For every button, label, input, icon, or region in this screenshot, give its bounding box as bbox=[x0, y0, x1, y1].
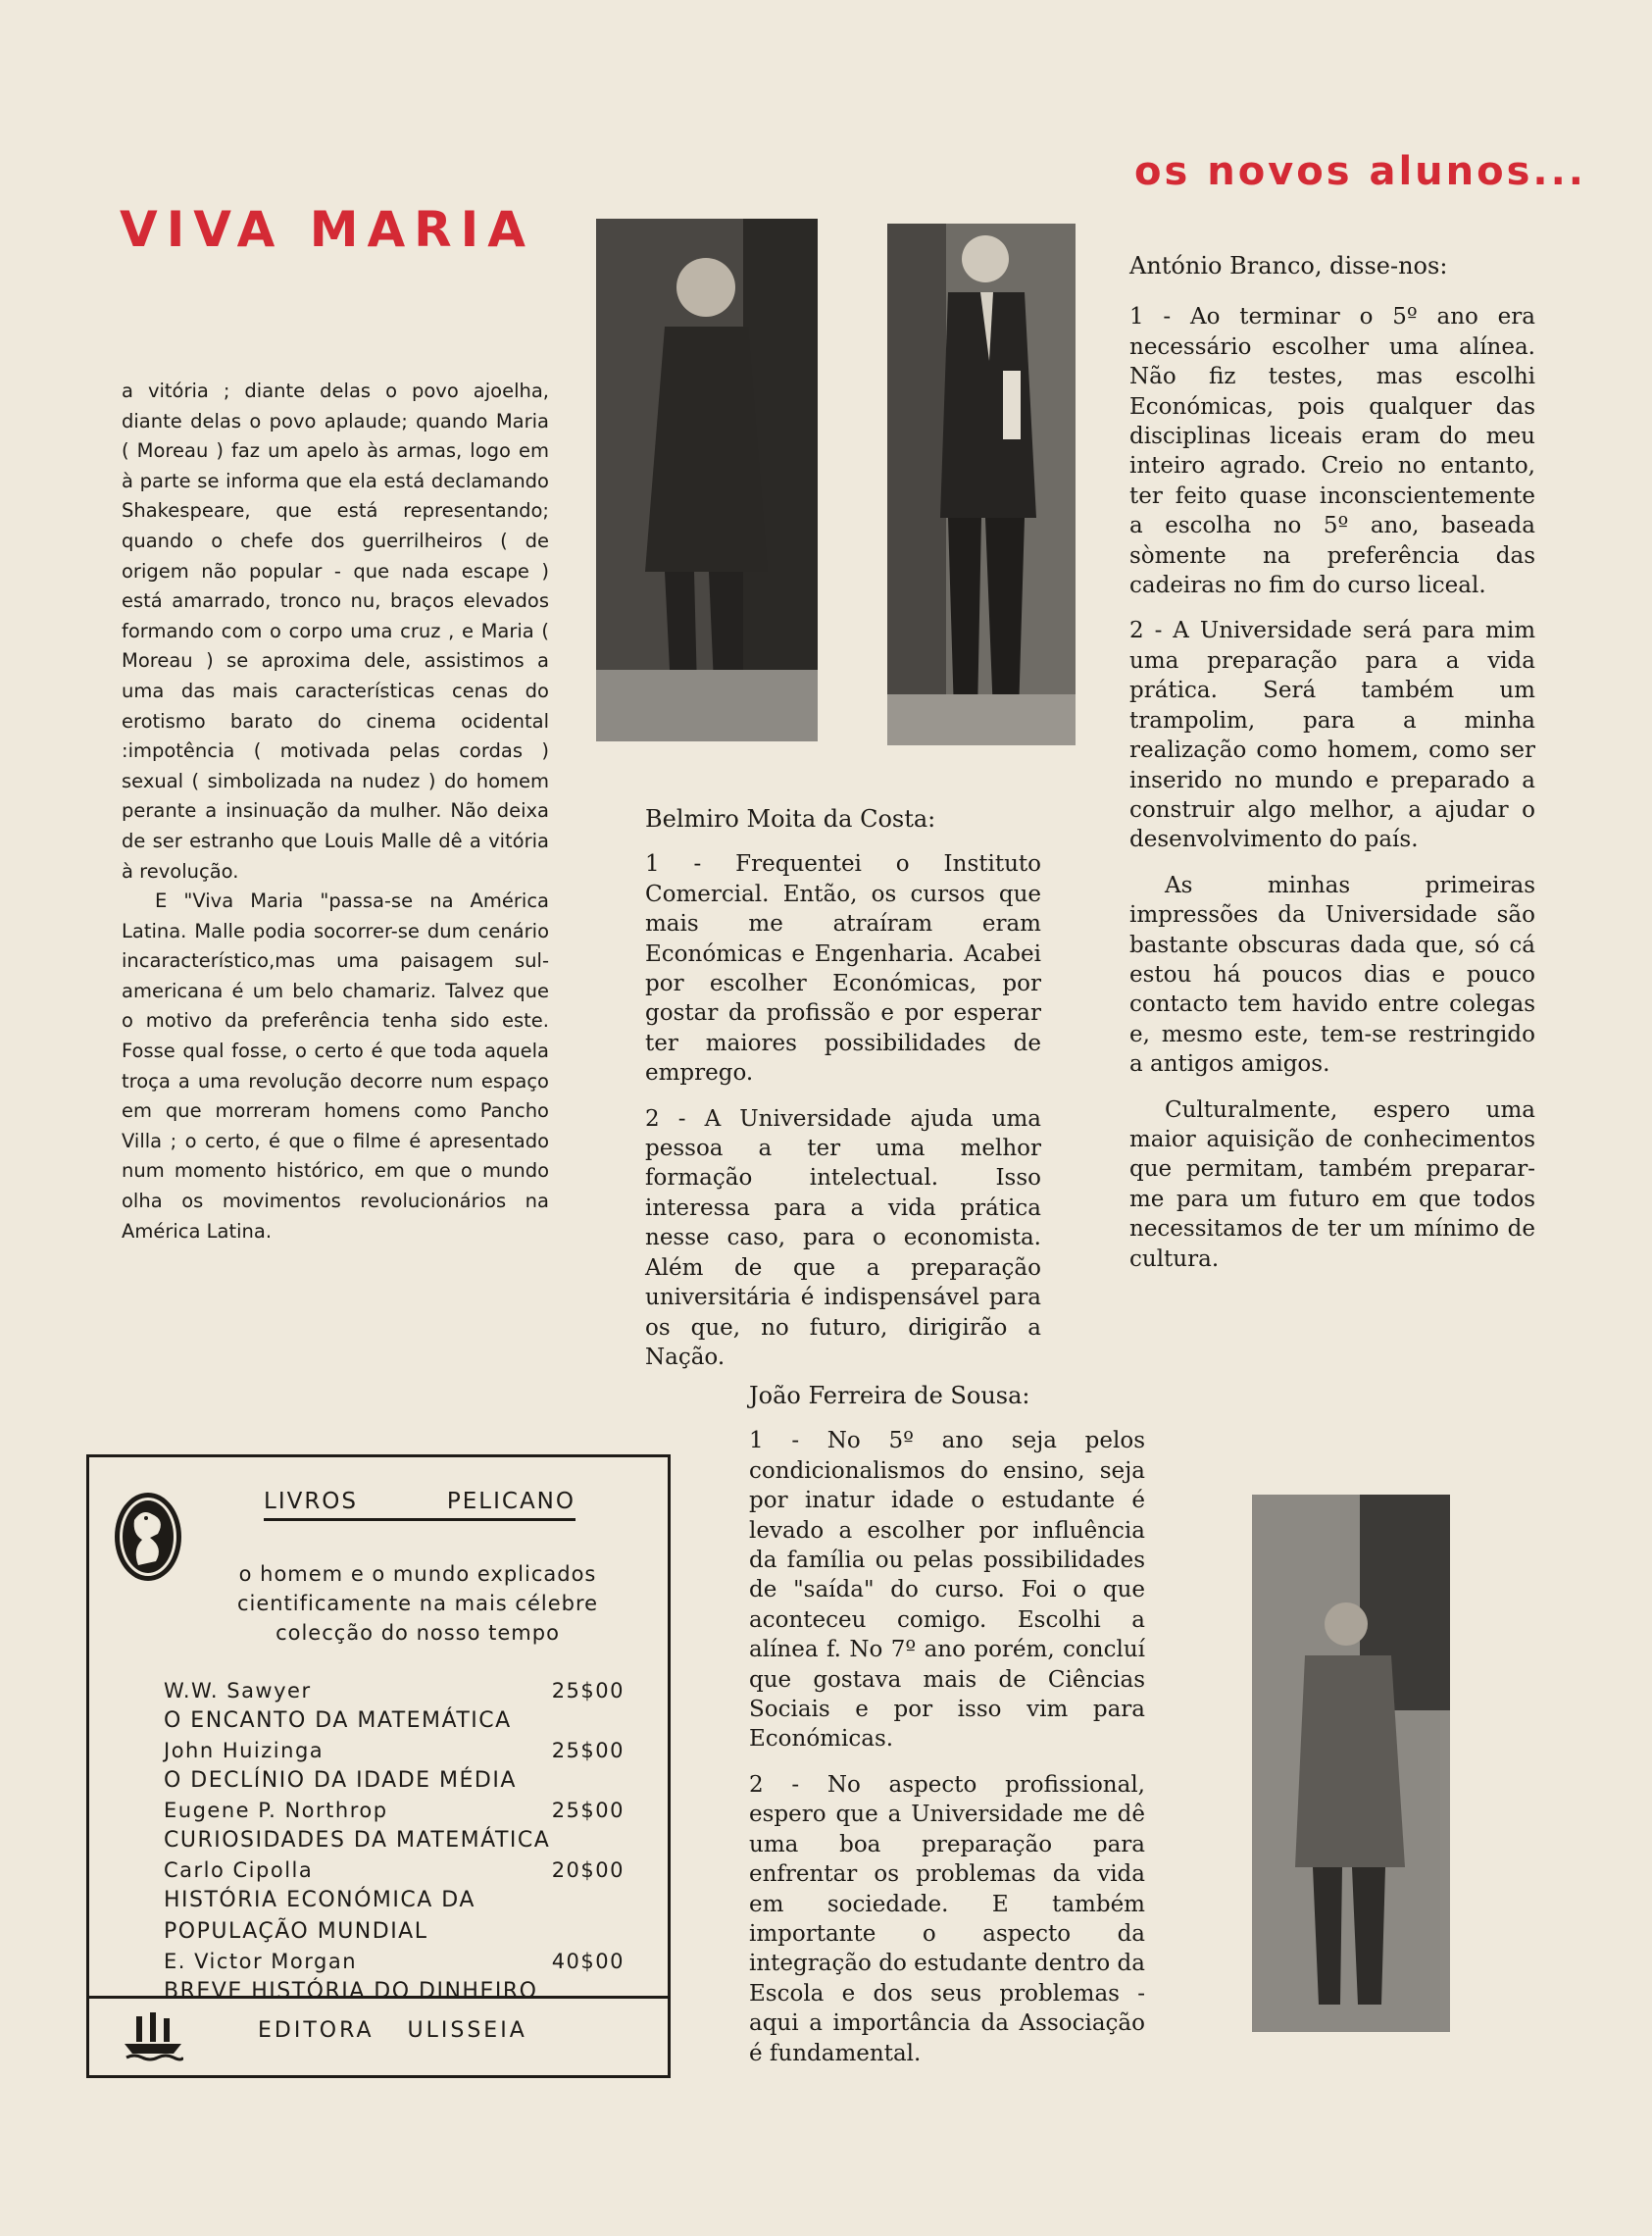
book-price: 20$00 bbox=[551, 1858, 625, 1882]
book-author: Eugene P. Northrop bbox=[164, 1799, 388, 1822]
book-title: O DECLÍNIO DA IDADE MÉDIA bbox=[164, 1768, 517, 1793]
photo-antonio-figure bbox=[887, 224, 1076, 745]
book-author: John Huizinga bbox=[164, 1739, 325, 1762]
interview-joao bbox=[749, 1381, 1145, 2084]
book-author: W.W. Sawyer bbox=[164, 1679, 312, 1702]
book-item bbox=[164, 1677, 625, 1737]
book-title: CURIOSIDADES DA MATEMÁTICA bbox=[164, 1828, 551, 1853]
ad-livros-pelicano bbox=[86, 1454, 671, 2078]
antonio-answer-2: 2 - A Universidade será para mim uma preparação para a vida prática. Será também um trampolim, para a minha realização como homem, como ser inserido no mundo e preparado a construir algo melhor, a ajudar o desenvolvimento do país. bbox=[1129, 618, 1535, 853]
book-title: BREVE HISTÓRIA DO DINHEIRO bbox=[164, 1979, 538, 2004]
antonio-answer-1: 1 - Ao terminar o 5º ano era necessário escolher uma alínea. Não fiz testes, mas escolhi Económicas, pois qualquer das disciplinas liceais eram do meu inteiro agrado. Creio no entanto, ter feito quase inconscientemente a escolha no 5º ano, baseada sòmente na preferência das cadeiras no fim do curso liceal. bbox=[1129, 304, 1535, 599]
belmiro-answer-2: 2 - A Universidade ajuda uma pessoa a ter uma melhor formação intelectual. Isso interessa para a vida prática nesse caso, para o economista. Além de que a preparação universitária é indispensável para os que, no futuro, dirigirão a Nação. bbox=[645, 1105, 1041, 1370]
byline-joao: João Ferreira de Sousa: bbox=[749, 1382, 1030, 1409]
photo-joao-figure bbox=[1252, 1495, 1450, 2032]
ad-header-pelicano: PELICANO bbox=[446, 1489, 576, 1514]
book-item bbox=[164, 1856, 625, 1948]
viva-maria-paragraph-2: E "Viva Maria "passa-se na América Latina. Malle podia socorrer-se dum cenário incaracterístico,mas uma paisagem sul-americana é um belo chamariz. Talvez que o motivo da preferência tenha sido este. Fosse qual fosse, o certo é que toda aquela troça a uma revolução decorre num espaço em que morreram homens como Pancho Villa ; o certo, é que o filme é apresentado num momento histórico, em que o mundo olha os movimentos revolucionários na América Latina. bbox=[122, 889, 549, 1243]
ad-publisher: EDITORA ULISSEIA bbox=[258, 2018, 527, 2043]
joao-answer-2: 2 - No aspecto profissional, espero que a Universidade me dê uma boa preparação para enfrentar os problemas da vida em sociedade. E também importante o aspecto da integração do estudante dentro da Escola e dos seus problemas - aqui a importância da Associação é fundamental. bbox=[749, 1771, 1145, 2066]
interview-belmiro bbox=[645, 804, 1041, 1388]
book-title: HISTÓRIA ECONÓMICA DA POPULAÇÃO MUNDIAL bbox=[164, 1888, 476, 1944]
photo-antonio bbox=[887, 224, 1076, 745]
book-author: E. Victor Morgan bbox=[164, 1950, 358, 1973]
photo-belmiro bbox=[596, 219, 818, 741]
ad-header bbox=[264, 1489, 576, 1521]
ad-footer bbox=[89, 1996, 668, 2075]
ship-icon bbox=[123, 2008, 183, 2063]
ad-tagline: o homem e o mundo explicados cientificamente na mais célebre colecção do nosso tempo bbox=[236, 1562, 599, 1645]
interview-antonio bbox=[1129, 251, 1535, 1290]
viva-maria-article bbox=[122, 377, 549, 1246]
antonio-answer-4: Culturalmente, espero uma maior aquisição de conhecimentos que permitam, também preparar-me para um futuro em que todos necessitamos de ter um mínimo de cultura. bbox=[1129, 1096, 1535, 1272]
pelican-icon bbox=[113, 1491, 183, 1583]
novos-alunos-title: os novos alunos... bbox=[1134, 149, 1586, 194]
book-title: O ENCANTO DA MATEMÁTICA bbox=[164, 1708, 512, 1733]
byline-belmiro: Belmiro Moita da Costa: bbox=[645, 805, 936, 833]
byline-antonio: António Branco, disse-nos: bbox=[1129, 252, 1448, 280]
book-price: 40$00 bbox=[551, 1950, 625, 1973]
photo-joao bbox=[1252, 1495, 1450, 2032]
book-price: 25$00 bbox=[551, 1739, 625, 1762]
book-item bbox=[164, 1737, 625, 1797]
book-price: 25$00 bbox=[551, 1799, 625, 1822]
book-price: 25$00 bbox=[551, 1679, 625, 1702]
antonio-answer-3: As minhas primeiras impressões da Universidade são bastante obscuras dada que, só cá estou há poucos dias e pouco contacto tem havido entre colegas e, mesmo este, tem-se restringido a antigos amigos. bbox=[1129, 872, 1535, 1078]
joao-answer-1: 1 - No 5º ano seja pelos condicionalismos do ensino, seja por inatur idade o estudante é levado a escolher por influência da família ou pelas possibilidades de "saída" do curso. Foi o que aconteceu comigo. Escolhi a alínea f. No 7º ano porém, concluí que gostava mais de Ciências Sociais e por isso vim para Económicas. bbox=[749, 1428, 1145, 1753]
ad-header-livros: LIVROS bbox=[264, 1489, 359, 1514]
viva-maria-paragraph-1: a vitória ; diante delas o povo ajoelha, diante delas o povo aplaude; quando Maria ( Moreau ) faz um apelo às armas, logo em à parte se informa que ela está declamando Shakespeare, que está representando; quando o chefe dos guerrilheiros ( de origem não popular - que nada escape ) está amarrado, tronco nu, braços elevados formando com o corpo uma cruz , e Maria ( Moreau ) se aproxima dele, assistimos a uma das mais características cenas do erotismo barato do cinema ocidental :impotência ( motivada pelas cordas ) sexual ( simbolizada na nudez ) do homem perante a insinuação da mulher. Não deixa de ser estranho que Louis Malle dê a vitória à revolução. bbox=[122, 380, 549, 883]
book-author: Carlo Cipolla bbox=[164, 1858, 314, 1882]
book-item bbox=[164, 1797, 625, 1856]
belmiro-answer-1: 1 - Frequentei o Instituto Comercial. Então, os cursos que mais me atraíram eram Económicas e Engenharia. Acabei por escolher Económicas, por gostar da profissão e por esperar ter maiores possibilidades de emprego. bbox=[645, 851, 1041, 1087]
photo-belmiro-figure bbox=[596, 219, 818, 741]
viva-maria-title: VIVA MARIA bbox=[120, 201, 534, 258]
book-list bbox=[164, 1677, 625, 2007]
